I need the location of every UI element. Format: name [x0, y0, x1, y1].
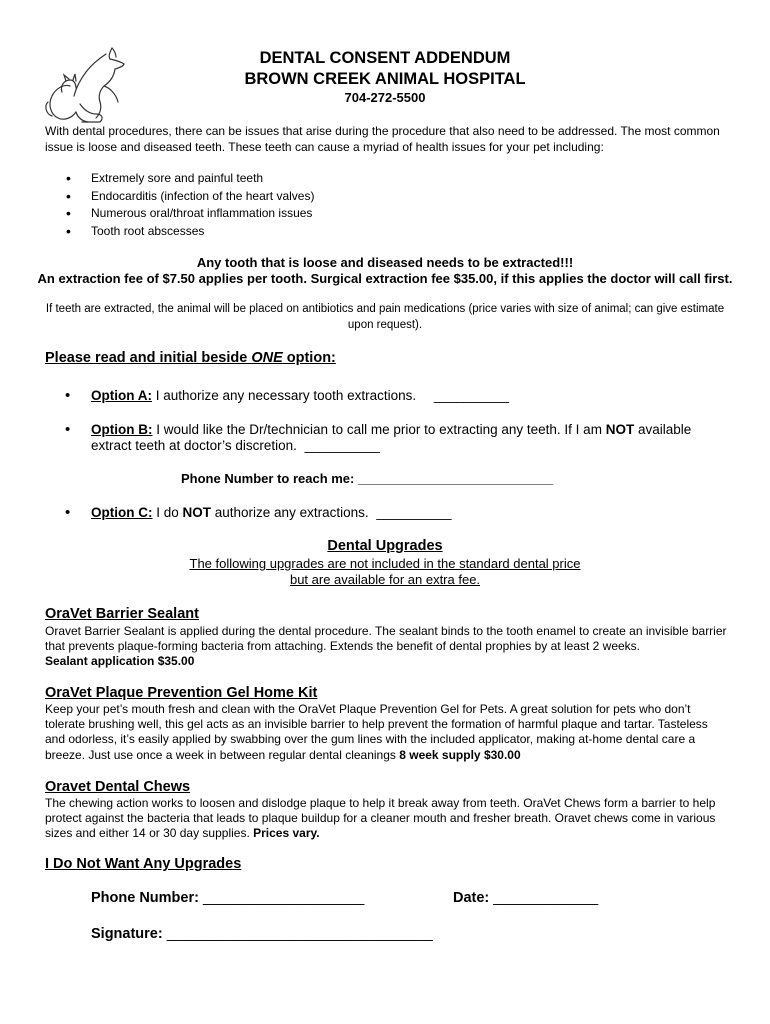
- option-b-label: Option B:: [91, 422, 153, 437]
- intro-paragraph: With dental procedures, there can be issues that arise during the procedure that also need to be addressed. The most common issue is loose and diseased teeth. These teeth can cause a myriad of health issues for your pet including:: [45, 124, 720, 154]
- gel-kit-price: 8 week supply $30.00: [399, 747, 521, 762]
- extraction-warning: Any tooth that is loose and diseased needs to be extracted!!!: [196, 255, 574, 270]
- gel-kit-heading: OraVet Plaque Prevention Gel Home Kit: [45, 685, 318, 701]
- chews-description: The chewing action works to loosen and dislodge plaque to help it break away from teeth. OraVet Chews form a barrier to help protect against the bacteria that leads to plaque buildup for a cleaner mouth and fresher breath. Oravet chews come in various sizes and either 14 or 30 day supplies. Prices vary.: [45, 796, 716, 841]
- no-upgrades-heading: I Do Not Want Any Upgrades: [45, 856, 242, 872]
- upgrades-subtitle-1: The following upgrades are not included in the standard dental price: [189, 556, 581, 571]
- health-issues-list: [60, 170, 314, 240]
- form-title: DENTAL CONSENT ADDENDUM: [259, 49, 511, 67]
- signoff-phone-row: [91, 890, 364, 906]
- phone-to-reach-label: Phone Number to reach me:: [181, 471, 355, 486]
- option-c: • Option C: I do NOT authorize any extractions. __________: [65, 504, 452, 521]
- signoff-signature-label: Signature:: [91, 926, 163, 942]
- list-item: • Endocarditis (infection of the heart valves): [60, 188, 314, 206]
- signoff-date-field[interactable]: _____________: [493, 890, 599, 906]
- list-item: • Extremely sore and painful teeth: [60, 170, 314, 188]
- list-item: • Tooth root abscesses: [60, 223, 314, 241]
- option-a: • Option A: I authorize any necessary tooth extractions. __________: [65, 387, 509, 404]
- extraction-fee-notice: An extraction fee of $7.50 applies per tooth. Surgical extraction fee $35.00, if this applies the doctor will call first.: [37, 271, 733, 286]
- option-b-initial-field[interactable]: __________: [304, 438, 380, 453]
- gel-kit-description: Keep your pet’s mouth fresh and clean with the OraVet Plaque Prevention Gel for Pets. A great solution for pets who don’t tolerate brushing well, this gel acts as an invisible barrier to help prevent the formation of harmful plaque and tartar. Tasteless and odorless, it’s easily applied by swabbing over the gum lines with the included applicator, making at-home dental care a breeze. Just use once a week in between regular dental cleanings 8 week supply $30.00: [45, 702, 708, 762]
- sealant-price: Sealant application $35.00: [45, 654, 195, 669]
- hospital-phone: 704-272-5500: [344, 90, 426, 105]
- option-a-initial-field[interactable]: __________: [433, 388, 509, 403]
- option-instruction: Please read and initial beside ONE option:: [45, 350, 336, 366]
- option-b: • Option B: I would like the Dr/technician to call me prior to extracting any teeth. If I am NOT available extract teeth at doctor’s discretion. __________: [65, 421, 692, 453]
- option-c-initial-field[interactable]: __________: [376, 505, 452, 520]
- signoff-signature-field[interactable]: _________________________________: [166, 926, 433, 942]
- bullet-icon: •: [65, 504, 71, 521]
- sealant-heading: OraVet Barrier Sealant: [45, 606, 199, 622]
- medication-notice: If teeth are extracted, the animal will be placed on antibiotics and pain medications (price varies with size of animal; can give estimate upon request).: [45, 303, 725, 331]
- option-a-label: Option A:: [91, 388, 152, 403]
- list-item: • Numerous oral/throat inflammation issues: [60, 205, 314, 223]
- option-c-label: Option C:: [91, 505, 153, 520]
- bullet-icon: •: [65, 387, 71, 404]
- phone-to-reach-row: [181, 471, 553, 486]
- phone-to-reach-field[interactable]: ___________________________: [358, 471, 554, 486]
- upgrades-heading: Dental Upgrades: [327, 538, 443, 554]
- signoff-signature-row: [91, 926, 433, 942]
- signoff-date-row: [453, 890, 598, 906]
- signoff-phone-label: Phone Number:: [91, 890, 199, 906]
- upgrades-subtitle-2: but are available for an extra fee.: [289, 572, 481, 587]
- chews-price: Prices vary.: [253, 826, 320, 841]
- chews-heading: Oravet Dental Chews: [45, 779, 191, 795]
- sealant-description: Oravet Barrier Sealant is applied during the dental procedure. The sealant binds to the tooth enamel to create an invisible barrier that prevents plaque-forming bacteria from attaching. Extends the benefit of dental prophies by at least 2 weeks. Sealant application $35.00: [45, 624, 727, 669]
- hospital-name: BROWN CREEK ANIMAL HOSPITAL: [244, 70, 526, 88]
- bullet-icon: •: [65, 421, 71, 438]
- signoff-phone-field[interactable]: ____________________: [202, 890, 365, 906]
- signoff-date-label: Date:: [453, 890, 490, 906]
